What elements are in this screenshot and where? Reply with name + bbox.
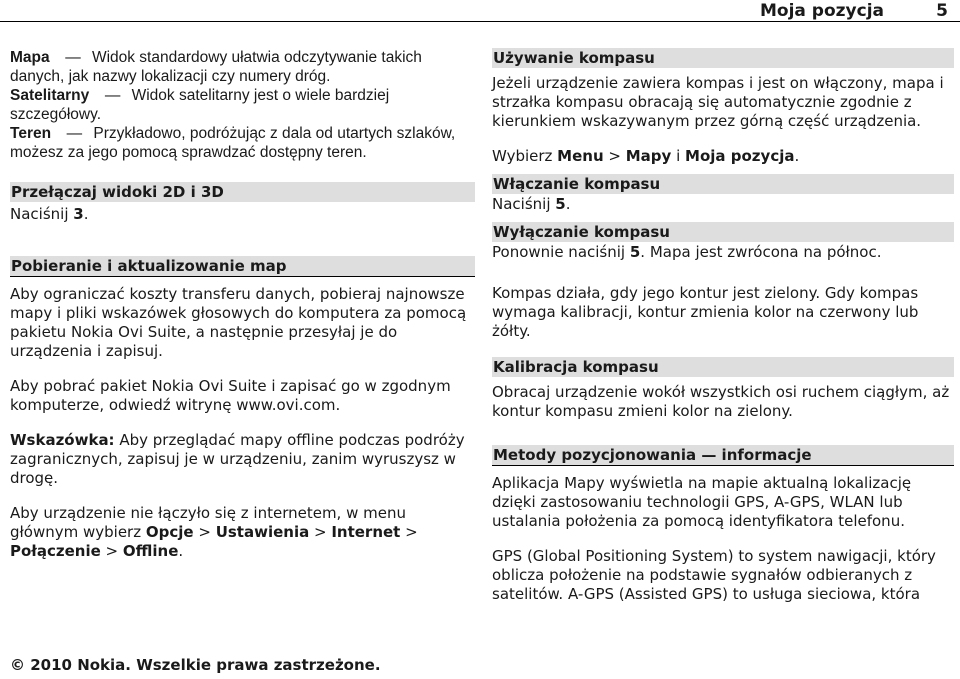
- menu-path-item: Mapy: [625, 147, 672, 165]
- view-satelitarny: [10, 86, 475, 124]
- key-label: 5: [555, 195, 566, 213]
- switch-views-text: [10, 205, 475, 224]
- right-column: [492, 48, 954, 604]
- menu-separator: >: [603, 147, 626, 165]
- key-label: 3: [73, 205, 84, 223]
- page-number: 5: [936, 1, 948, 21]
- view-term: Mapa: [10, 49, 50, 66]
- switch-views-heading: Przełączaj widoki 2D i 3D: [10, 182, 475, 202]
- tip-label: Wskazówka:: [10, 431, 115, 449]
- methods-heading: Metody pozycjonowania — informacje: [492, 445, 954, 466]
- download-paragraph-1: Aby ograniczać koszty transferu danych, pobieraj najnowsze mapy i pliki wskazówek głosowych do komputera za pomocą pakietu Nokia Ovi Suite, a następnie przesyłaj je do urządzenia i zapisuj.: [10, 285, 467, 360]
- compass-select-path: [492, 147, 954, 166]
- menu-path-item: Menu: [557, 147, 604, 165]
- menu-path-item: Opcje: [145, 523, 194, 541]
- menu-path-item: Internet: [331, 523, 401, 541]
- menu-separator: >: [400, 523, 418, 541]
- tip-paragraph: [10, 431, 475, 488]
- view-term: Teren: [10, 125, 52, 142]
- download-heading: Pobieranie i aktualizowanie map: [10, 256, 475, 277]
- view-desc: Widok standardowy ułatwia odczytywanie takich danych, jak nazwy lokalizacji czy numery dróg.: [10, 49, 422, 85]
- view-mapa: [10, 48, 475, 86]
- menu-path-item: Ustawienia: [215, 523, 310, 541]
- left-column: [10, 48, 475, 561]
- enable-compass-heading: Włączanie kompasu: [492, 174, 954, 194]
- methods-paragraph-1: Aplikacja Mapy wyświetla na mapie aktualną lokalizację dzięki zastosowaniu technologii GPS, A-GPS, WLAN lub ustalania położenia za pomocą identyfikatora telefonu.: [492, 474, 912, 530]
- tip-text: Aby przeglądać mapy offline podczas podróży zagranicznych, zapisuj je w urządzeniu, zanim wyruszysz w drogę.: [10, 431, 465, 487]
- text-run: .: [565, 195, 571, 213]
- copyright-footer: © 2010 Nokia. Wszelkie prawa zastrzeżone.: [10, 656, 381, 674]
- compass-paragraph-1: Jeżeli urządzenie zawiera kompas i jest on włączony, mapa i strzałka kompasu obracają się automatycznie zgodnie z kierunkiem wskazywanym przez górną część urządzenia.: [492, 74, 944, 130]
- offline-paragraph: [10, 504, 475, 561]
- view-desc: Przykładowo, podróżując z dala od utartych szlaków, możesz za jego pomocą sprawdzać dostępny teren.: [10, 125, 456, 161]
- menu-path-item: Offline: [122, 542, 179, 560]
- text-run: . Mapa jest zwrócona na północ.: [640, 243, 882, 261]
- disable-compass-heading: Wyłączanie kompasu: [492, 222, 954, 242]
- menu-separator: >: [309, 523, 332, 541]
- methods-paragraph-2: GPS (Global Positioning System) to system nawigacji, który oblicza położenie na podstawie sygnałów odbieranych z satelitów. A-GPS (Assisted GPS) to usługa sieciowa, która: [492, 547, 936, 603]
- menu-path-item: Połączenie: [10, 542, 101, 560]
- page-header: [0, 0, 960, 22]
- key-label: 5: [629, 243, 641, 261]
- header-rule: [0, 21, 960, 22]
- menu-separator: >: [100, 542, 123, 560]
- compass-paragraph-2: Kompas działa, gdy jego kontur jest zielony. Gdy kompas wymaga kalibracji, kontur zmienia kolor na czerwony lub żółty.: [492, 284, 919, 340]
- text-run: Ponownie naciśnij: [492, 243, 630, 261]
- view-desc: Widok satelitarny jest o wiele bardziej szczegółowy.: [10, 87, 390, 123]
- calibration-text: Obracaj urządzenie wokół wszystkich osi ruchem ciągłym, aż kontur kompasu zmieni kolor na zielony.: [492, 383, 950, 420]
- view-teren: [10, 124, 475, 162]
- menu-separator: >: [193, 523, 216, 541]
- disable-compass-text: [492, 243, 954, 262]
- menu-path-item: Moja pozycja: [685, 147, 795, 165]
- enable-compass-text: [492, 195, 954, 214]
- download-paragraph-2: Aby pobrać pakiet Nokia Ovi Suite i zapisać go w zgodnym komputerze, odwiedź witrynę www.ovi.com.: [10, 377, 451, 414]
- text-run: .: [83, 205, 89, 223]
- section-title: Moja pozycja: [759, 1, 884, 21]
- em-dash: —: [65, 49, 81, 66]
- text-run: i: [671, 147, 686, 165]
- text-run: Wybierz: [492, 147, 558, 165]
- compass-heading: Używanie kompasu: [492, 48, 954, 68]
- text-run: Naciśnij: [10, 205, 74, 223]
- em-dash: —: [104, 87, 121, 104]
- text-run: Aby urządzenie nie łączyło się z internetem, w menu głównym wybierz: [10, 504, 406, 541]
- text-run: .: [794, 147, 800, 165]
- calibration-heading: Kalibracja kompasu: [492, 357, 954, 377]
- text-run: Naciśnij: [492, 195, 556, 213]
- text-run: .: [178, 542, 184, 560]
- em-dash: —: [66, 125, 83, 142]
- view-term: Satelitarny: [10, 87, 90, 104]
